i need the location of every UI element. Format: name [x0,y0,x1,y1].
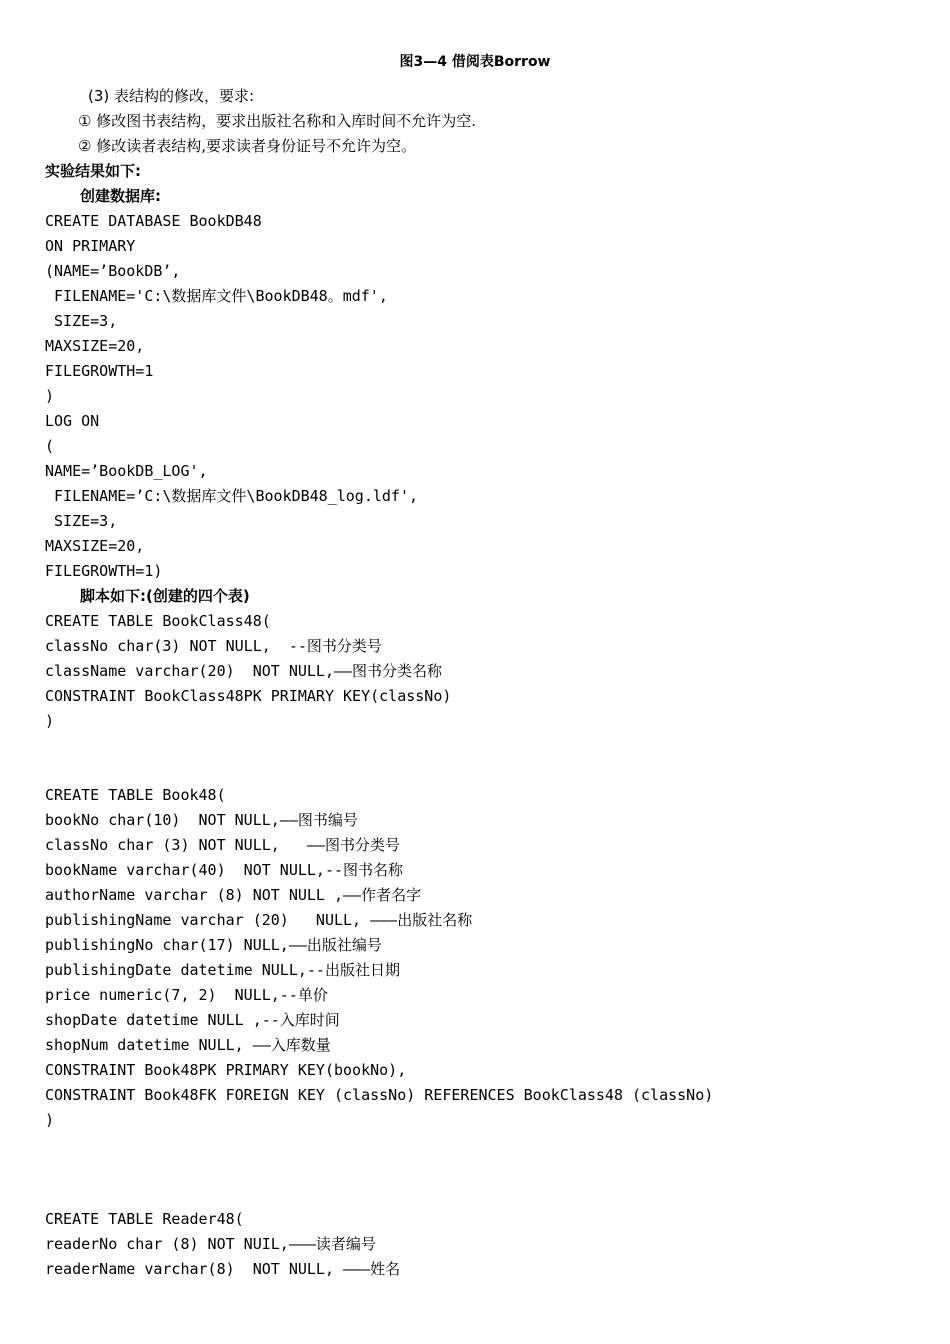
code-line: CREATE DATABASE BookDB48 [45,212,262,230]
code-line: MAXSIZE=20, [45,537,145,555]
code-line: ) [45,387,55,405]
code-line: authorName varchar (8) NOT NULL ,——作者名字 [45,886,422,904]
code-line: CREATE TABLE Book48( [45,786,226,804]
code-line: readerNo char (8) NOT NUIL,———读者编号 [45,1235,376,1253]
code-line: classNo char(3) NOT NULL, --图书分类号 [45,637,382,655]
create-db-heading: 创建数据库: [80,187,161,205]
code-line: CONSTRAINT Book48PK PRIMARY KEY(bookNo), [45,1061,407,1079]
code-line: shopNum datetime NULL, ——入库数量 [45,1036,331,1054]
code-line: bookName varchar(40) NOT NULL,--图书名称 [45,861,404,879]
code-line: publishingDate datetime NULL,--出版社日期 [45,961,400,979]
code-line: CONSTRAINT BookClass48PK PRIMARY KEY(classNo) [45,687,452,705]
code-line: ( [45,437,55,455]
code-line: CREATE TABLE BookClass48( [45,612,271,630]
code-line: publishingNo char(17) NULL,——出版社编号 [45,936,382,954]
requirement-item-1: ① 修改图书表结构，要求出版社名称和入库时间不允许为空. [78,112,476,130]
code-line: FILEGROWTH=1 [45,362,154,380]
script-heading: 脚本如下:(创建的四个表) [80,587,250,605]
code-line: shopDate datetime NULL ,--入库时间 [45,1011,340,1029]
code-line: CREATE TABLE Reader48( [45,1210,244,1228]
results-heading: 实验结果如下: [45,162,141,180]
code-line: className varchar(20) NOT NULL,——图书分类名称 [45,662,443,680]
code-line: NAME=’BookDB_LOG', [45,462,208,480]
requirement-heading: (3) 表结构的修改，要求: [88,87,255,105]
code-line: FILEGROWTH=1) [45,562,163,580]
code-line: LOG ON [45,412,100,430]
code-line: CONSTRAINT Book48FK FOREIGN KEY (classNo) REFERENCES BookClass48 (classNo) [45,1086,714,1104]
code-line: MAXSIZE=20, [45,337,145,355]
code-line: ON PRIMARY [45,237,136,255]
code-line: price numeric(7, 2) NULL,--单价 [45,986,328,1004]
requirement-item-2: ② 修改读者表结构,要求读者身份证号不允许为空。 [78,137,416,155]
code-line: ) [45,712,55,730]
figure-caption: 图3—4 借阅表Borrow [399,54,551,70]
code-line: readerName varchar(8) NOT NULL, ———姓名 [45,1260,401,1278]
code-line: classNo char (3) NOT NULL, ——图书分类号 [45,836,400,854]
code-line: (NAME=’BookDB’, [45,262,181,280]
code-line: FILENAME='C:\数据库文件\BookDB48。mdf', [45,287,388,305]
code-line: SIZE=3, [45,512,118,530]
code-line: bookNo char(10) NOT NULL,——图书编号 [45,811,358,829]
code-line: FILENAME=’C:\数据库文件\BookDB48_log.ldf', [45,487,419,505]
code-line: publishingName varchar (20) NULL, ———出版社名称 [45,911,473,929]
code-line: ) [45,1111,55,1129]
code-line: SIZE=3, [45,312,118,330]
